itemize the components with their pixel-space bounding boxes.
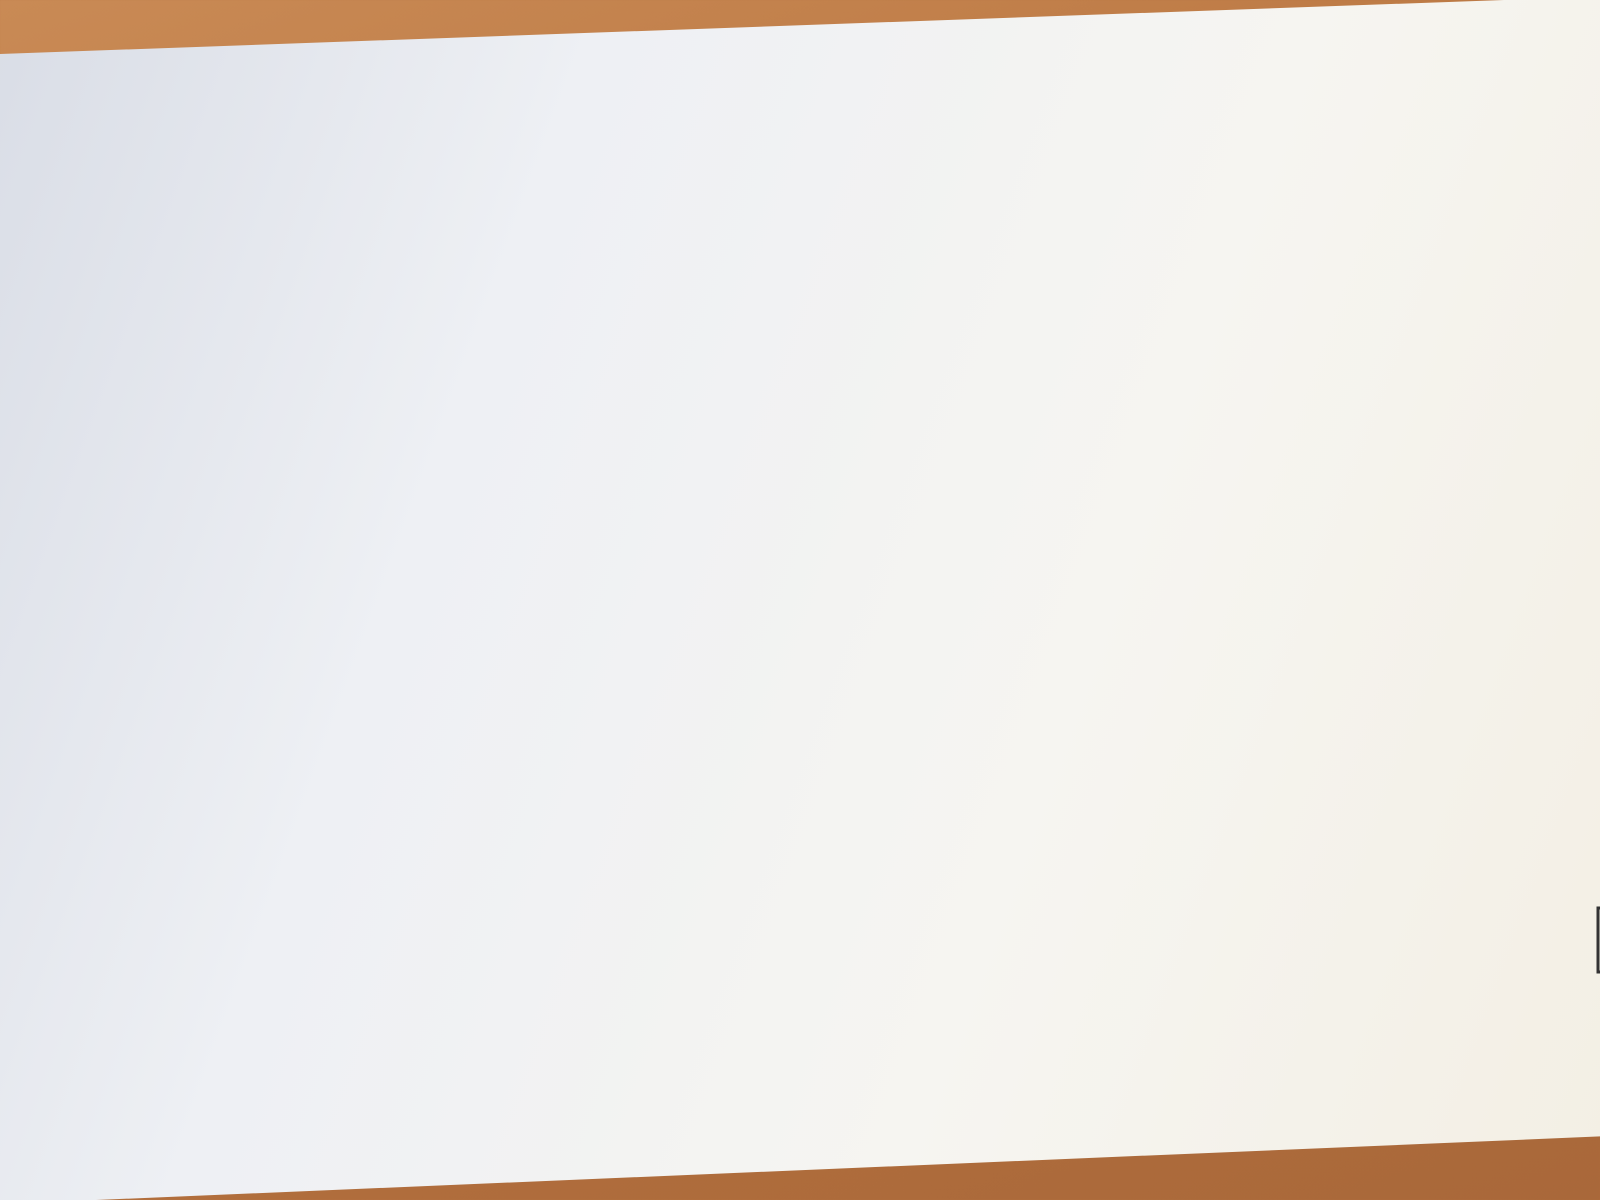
document-page	[1550, 0, 1600, 1100]
coat-of-arms-icon	[1590, 900, 1600, 980]
